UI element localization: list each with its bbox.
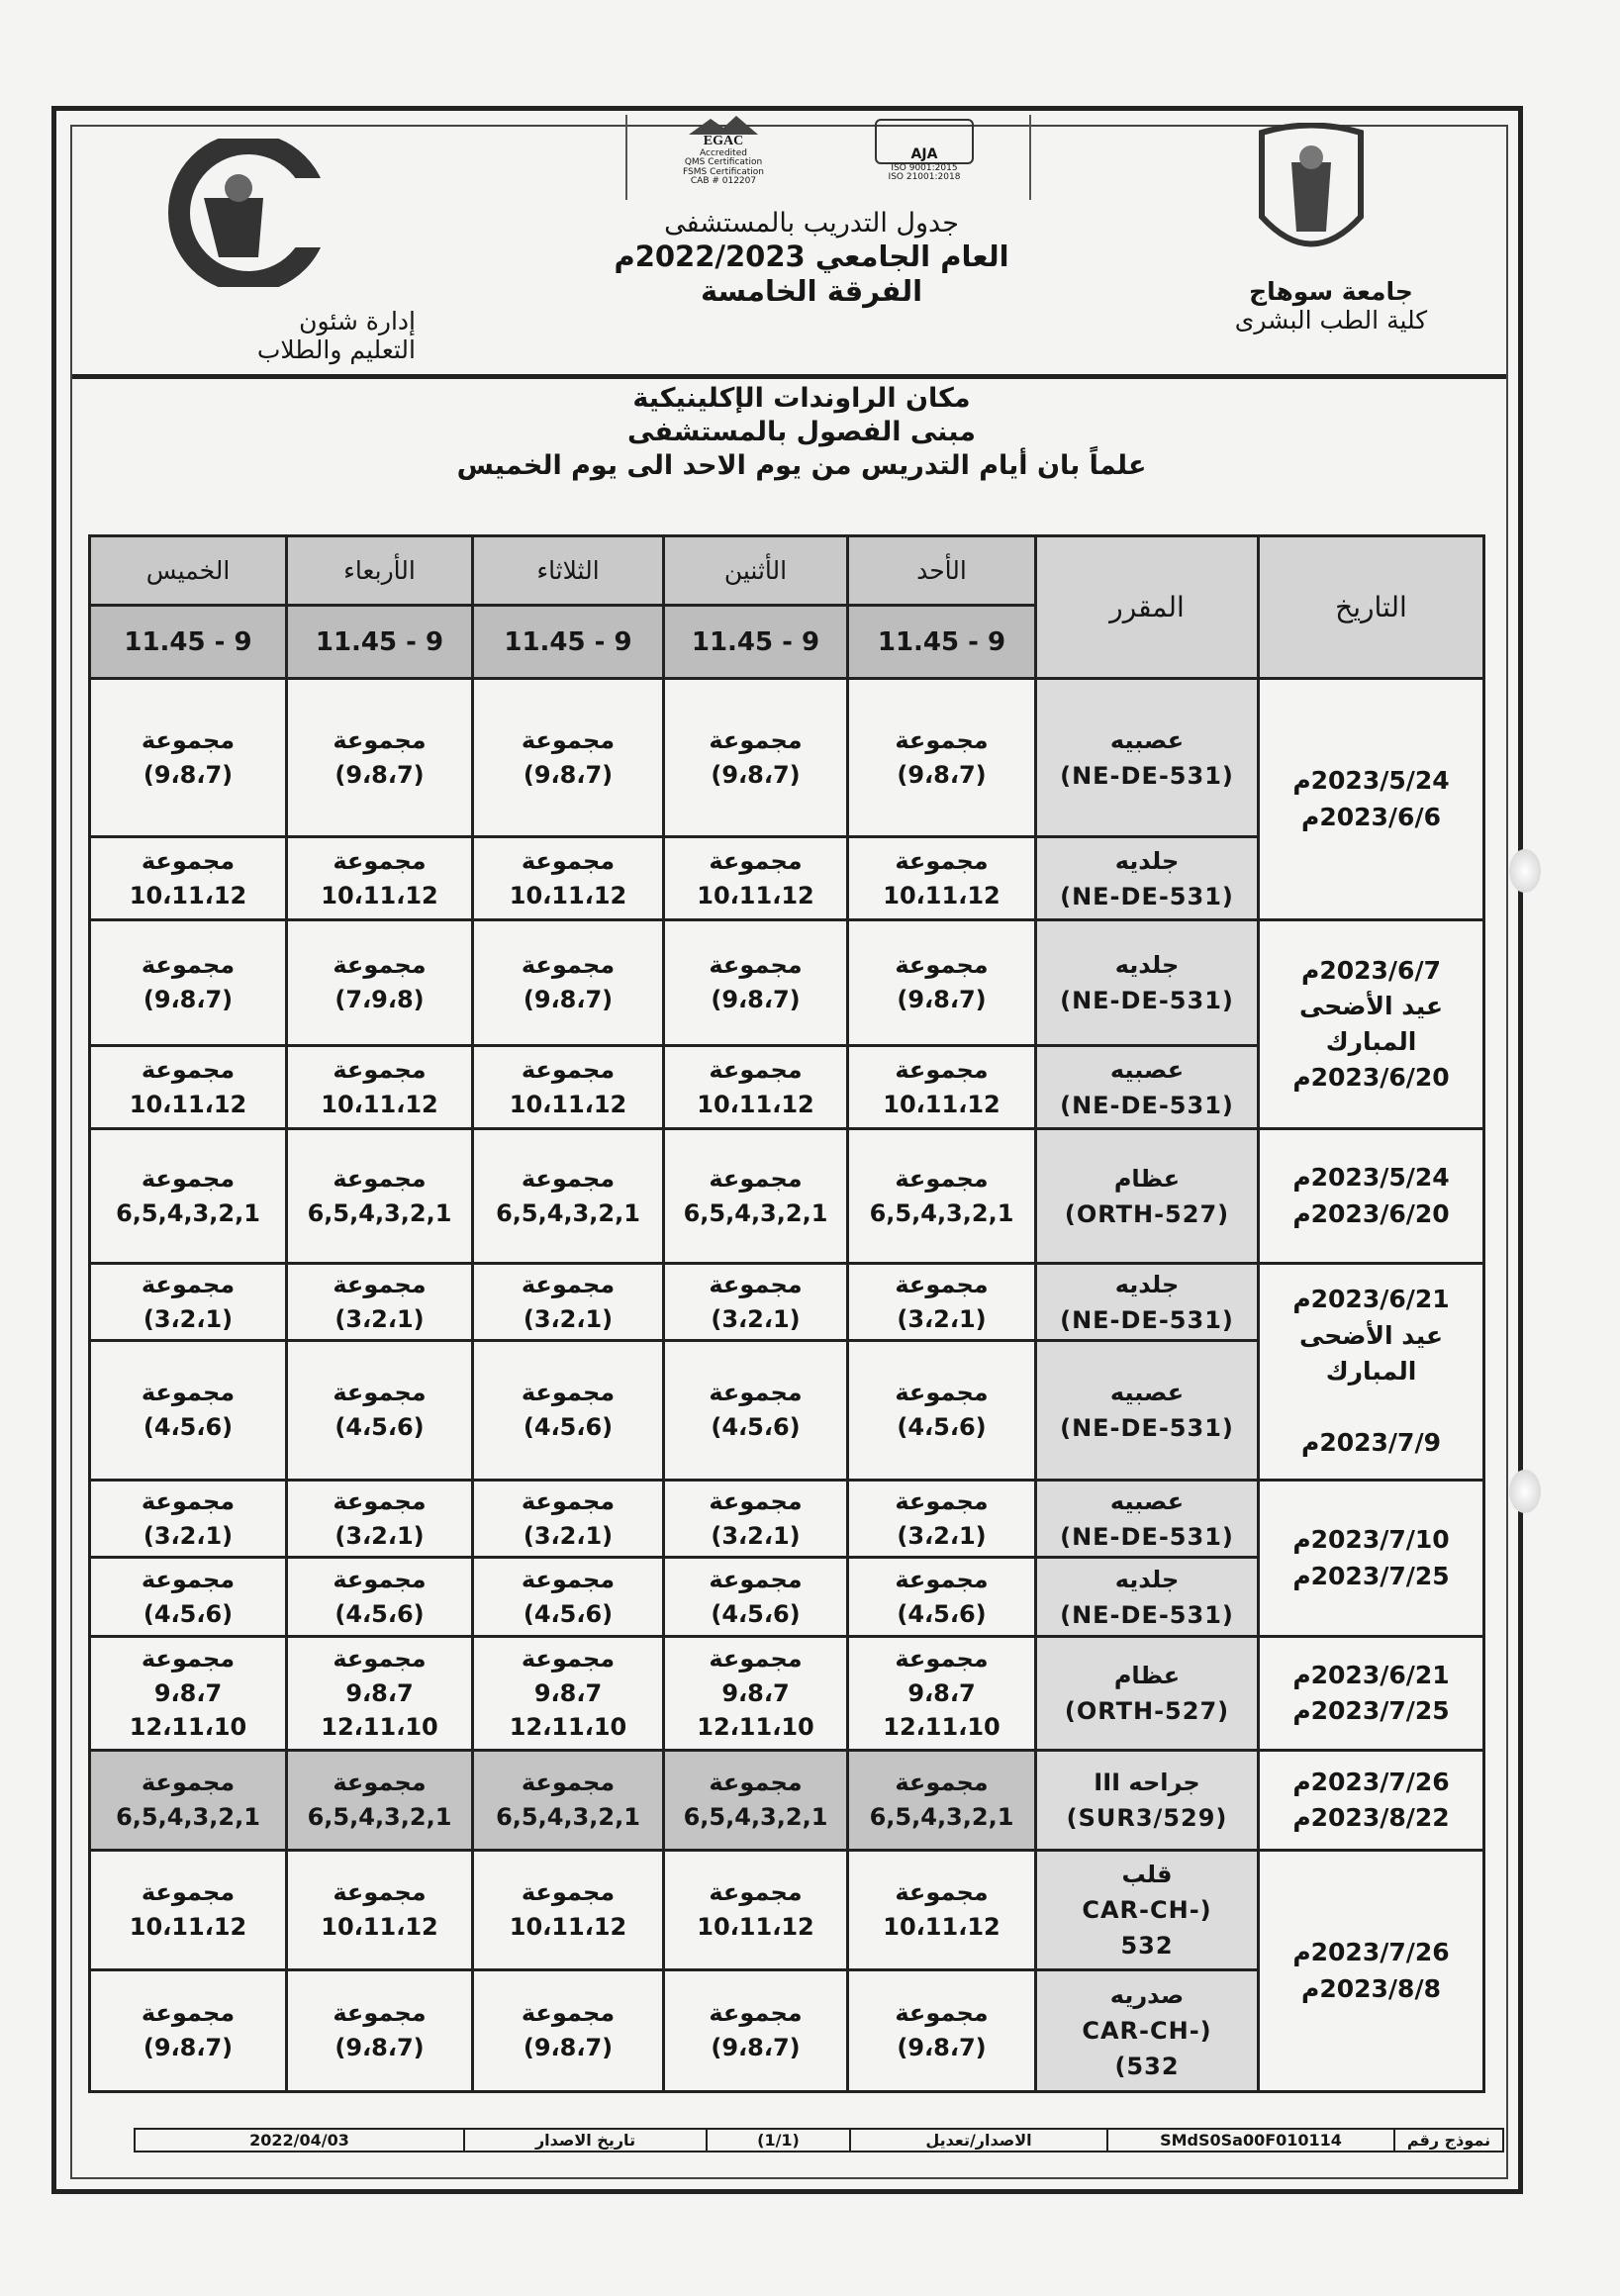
group-cell: مجموعة (4،5،6) [848, 1341, 1036, 1481]
group-cell: مجموعة 9،8،7 12،11،10 [90, 1637, 287, 1751]
title-line: جدول التدريب بالمستشفى [664, 208, 959, 239]
course-name: جلديه [1114, 846, 1180, 875]
group-cell: مجموعة (9،8،7) [473, 920, 664, 1046]
group-cell: مجموعة 6,5,4,3,2,1 [473, 1751, 664, 1851]
schedule-row [90, 1481, 1484, 1558]
day-header: الأربعاء [287, 536, 473, 606]
date-range-cell: 2023/7/26م 2023/8/22م [1259, 1751, 1484, 1851]
course-name: عصبيه [1109, 725, 1185, 754]
university-line: جامعة سوهاج [1249, 277, 1413, 306]
group-cell: مجموعة 10،11،12 [287, 837, 473, 920]
time-header [287, 606, 473, 679]
date-range-cell: 2023/5/24م 2023/6/6م [1259, 679, 1484, 920]
schedule-row [90, 679, 1484, 837]
time-text: 11.45 - 9 [691, 626, 820, 657]
group-cell: مجموعة (3،2،1) [287, 1264, 473, 1341]
group-cell: مجموعة (4،5،6) [90, 1558, 287, 1637]
training-schedule-table [88, 534, 1485, 2093]
date-range-cell: 2023/6/21م 2023/7/25م [1259, 1637, 1484, 1751]
schedule-row [90, 1264, 1484, 1341]
egac-accredited: Accredited [700, 147, 747, 158]
course-cell [1036, 920, 1259, 1046]
course-name: قلب [1121, 1861, 1173, 1888]
group-cell: مجموعة (4،5،6) [473, 1558, 664, 1637]
course-code: (SUR3/529) [1066, 1804, 1228, 1832]
subheader-line: علماً بان أيام التدريس من يوم الاحد الى يوم الخميس [456, 449, 1147, 481]
aja-logo [875, 115, 974, 183]
schedule-row [90, 1129, 1484, 1264]
accreditation-logos [625, 115, 1031, 200]
group-cell: مجموعة 6,5,4,3,2,1 [90, 1751, 287, 1851]
group-cell: مجموعة (9،8،7) [664, 679, 848, 837]
group-cell: مجموعة (9،8،7) [473, 1970, 664, 2092]
group-cell: مجموعة 10،11،12 [664, 1851, 848, 1970]
mountain-icon [689, 115, 758, 135]
group-cell: مجموعة (9،8،7) [664, 920, 848, 1046]
date-range-cell: 2023/6/21م عيد الأضحى المبارك 2023/7/9م [1259, 1264, 1484, 1481]
course-cell [1036, 1558, 1259, 1637]
time-header [848, 606, 1036, 679]
form-number-label: نموذج رقم [1393, 2130, 1502, 2151]
group-cell: مجموعة 10،11،12 [664, 837, 848, 920]
group-cell: مجموعة 6,5,4,3,2,1 [664, 1751, 848, 1851]
course-cell [1036, 1129, 1259, 1264]
group-cell: مجموعة 10،11،12 [664, 1046, 848, 1129]
group-cell: مجموعة 6,5,4,3,2,1 [473, 1129, 664, 1264]
course-cell [1036, 1851, 1259, 1970]
day-header: الأثنين [664, 536, 848, 606]
schedule-row [90, 1637, 1484, 1751]
egac-logo [683, 115, 764, 186]
group-cell: مجموعة 9،8،7 12،11،10 [664, 1637, 848, 1751]
time-header [473, 606, 664, 679]
course-header: المقرر [1036, 536, 1259, 679]
group-cell: مجموعة 10،11،12 [287, 1851, 473, 1970]
group-cell: مجموعة (9،8،7) [90, 920, 287, 1046]
group-cell: مجموعة (3،2،1) [664, 1481, 848, 1558]
dept-name [148, 307, 416, 364]
group-cell: مجموعة 9،8،7 12،11،10 [848, 1637, 1036, 1751]
time-header [90, 606, 287, 679]
schedule-row [90, 1751, 1484, 1851]
course-code: (NE-DE-531) [1060, 987, 1234, 1014]
header-divider [72, 374, 1506, 379]
aja-line: ISO 9001:2015 [891, 163, 958, 173]
subheader-line: مبنى الفصول بالمستشفى [627, 416, 976, 447]
group-cell: مجموعة (4،5،6) [287, 1558, 473, 1637]
group-cell: مجموعة (9،8،7) [90, 679, 287, 837]
course-name: عصبيه [1109, 1055, 1185, 1084]
course-name: جراحه III [1094, 1769, 1200, 1796]
group-cell: مجموعة 10،11،12 [473, 837, 664, 920]
dept-line: إدارة شئون [299, 307, 416, 335]
group-cell: مجموعة (4،5،6) [90, 1341, 287, 1481]
form-footer [134, 2128, 1504, 2152]
group-cell: مجموعة (4،5،6) [287, 1341, 473, 1481]
university-logo [1252, 123, 1371, 271]
group-cell: مجموعة (3،2،1) [90, 1264, 287, 1341]
group-cell: مجموعة 10،11،12 [90, 837, 287, 920]
group-cell: مجموعة (3،2،1) [848, 1264, 1036, 1341]
time-text: 11.45 - 9 [877, 626, 1006, 657]
dept-line: التعليم والطلاب [256, 335, 416, 364]
course-cell [1036, 1970, 1259, 2092]
group-cell: مجموعة 9،8،7 12،11،10 [473, 1637, 664, 1751]
egac-name: EGAC [703, 134, 744, 148]
days-header-row [90, 536, 1484, 606]
course-code: 532 [1120, 1932, 1174, 1960]
group-cell: مجموعة (4،5،6) [848, 1558, 1036, 1637]
course-code: (NE-DE-531) [1060, 882, 1234, 910]
punch-hole [1509, 849, 1541, 893]
group-cell: مجموعة 10،11،12 [90, 1046, 287, 1129]
academic-year: العام الجامعي 2022/2023م [614, 239, 1009, 274]
course-name: عظام [1113, 1164, 1181, 1193]
date-header: التاريخ [1259, 536, 1484, 679]
group-cell: مجموعة (3،2،1) [473, 1481, 664, 1558]
group-cell: مجموعة (9،8،7) [848, 679, 1036, 837]
group-cell: مجموعة 6,5,4,3,2,1 [90, 1129, 287, 1264]
group-cell: مجموعة (7،9،8) [287, 920, 473, 1046]
schedule-row [90, 920, 1484, 1046]
group-cell: مجموعة (9،8،7) [664, 1970, 848, 2092]
location-info [198, 382, 1405, 482]
course-code: CAR-CH-) [1082, 2017, 1212, 2045]
group-cell: مجموعة 10،11،12 [473, 1851, 664, 1970]
course-name: جلديه [1114, 951, 1180, 979]
course-name: جلديه [1114, 1270, 1180, 1298]
egac-line: CAB # 012207 [690, 176, 757, 186]
time-text: 11.45 - 9 [504, 626, 632, 657]
course-cell [1036, 679, 1259, 837]
group-cell: مجموعة 6,5,4,3,2,1 [848, 1129, 1036, 1264]
group-cell: مجموعة 6,5,4,3,2,1 [664, 1129, 848, 1264]
group-cell: مجموعة 10،11،12 [473, 1046, 664, 1129]
group-cell: مجموعة (3،2،1) [90, 1481, 287, 1558]
group-cell: مجموعة (9،8،7) [287, 679, 473, 837]
course-code: (NE-DE-531) [1060, 1091, 1234, 1119]
date-range-cell: 2023/5/24م 2023/6/20م [1259, 1129, 1484, 1264]
revision-value: (1/1) [706, 2130, 849, 2151]
course-code: (NE-DE-531) [1060, 1600, 1234, 1629]
issue-date: 2022/04/03 [249, 2131, 349, 2150]
punch-hole [1509, 1470, 1541, 1513]
group-cell: مجموعة 10،11،12 [848, 1851, 1036, 1970]
group-cell: مجموعة (3،2،1) [848, 1481, 1036, 1558]
course-code: CAR-CH-) [1082, 1896, 1212, 1924]
course-code: (532 [1114, 2053, 1180, 2080]
university-name [1188, 277, 1475, 335]
group-cell: مجموعة (4،5،6) [473, 1341, 664, 1481]
course-cell [1036, 837, 1259, 920]
class-year: الفرقة الخامسة [700, 274, 923, 309]
course-name: جلديه [1114, 1565, 1180, 1593]
date-range-cell: 2023/6/7م عيد الأضحى المبارك 2023/6/20م [1259, 920, 1484, 1129]
subheader-line: مكان الراوندات الإكلينيكية [632, 383, 971, 414]
group-cell: مجموعة (9،8،7) [287, 1970, 473, 2092]
course-cell [1036, 1637, 1259, 1751]
faculty-line: كلية الطب البشرى [1234, 306, 1428, 335]
time-header [664, 606, 848, 679]
group-cell: مجموعة (4،5،6) [664, 1558, 848, 1637]
course-code: (NE-DE-531) [1060, 1305, 1234, 1334]
course-name: عصبيه [1109, 1486, 1185, 1515]
course-code: (ORTH-527) [1064, 1199, 1230, 1228]
group-cell: مجموعة (3،2،1) [664, 1264, 848, 1341]
document-title [475, 208, 1148, 309]
group-cell: مجموعة 10،11،12 [848, 1046, 1036, 1129]
time-text: 11.45 - 9 [124, 626, 252, 657]
date-range-cell: 2023/7/26م 2023/8/8م [1259, 1851, 1484, 2092]
faculty-logo [125, 139, 372, 287]
group-cell: مجموعة (9،8،7) [90, 1970, 287, 2092]
group-cell: مجموعة 10،11،12 [848, 837, 1036, 920]
revision-label: الاصدار/تعديل [849, 2130, 1106, 2151]
group-cell: مجموعة (3،2،1) [287, 1481, 473, 1558]
group-cell: مجموعة (4،5،6) [664, 1341, 848, 1481]
course-cell [1036, 1046, 1259, 1129]
time-text: 11.45 - 9 [315, 626, 444, 657]
course-cell [1036, 1481, 1259, 1558]
group-cell: مجموعة (9،8،7) [848, 1970, 1036, 2092]
course-code: (NE-DE-531) [1060, 1522, 1234, 1551]
day-header: الأحد [848, 536, 1036, 606]
course-code: (NE-DE-531) [1060, 1414, 1234, 1442]
course-name: عظام [1113, 1662, 1181, 1689]
group-cell: مجموعة (9،8،7) [473, 679, 664, 837]
egac-line: QMS Certification [684, 157, 763, 168]
group-cell: مجموعة 6,5,4,3,2,1 [287, 1129, 473, 1264]
course-cell [1036, 1341, 1259, 1481]
date-range-cell: 2023/7/10م 2023/7/25م [1259, 1481, 1484, 1637]
day-header: الثلاثاء [473, 536, 664, 606]
group-cell: مجموعة 10،11،12 [90, 1851, 287, 1970]
group-cell: مجموعة (3،2،1) [473, 1264, 664, 1341]
aja-name: AJA [875, 119, 974, 164]
form-number: SMdS0Sa00F010114 [1106, 2130, 1393, 2151]
day-header: الخميس [90, 536, 287, 606]
course-code: (ORTH-527) [1064, 1697, 1230, 1725]
course-name: عصبيه [1109, 1379, 1185, 1406]
course-code: (NE-DE-531) [1060, 761, 1234, 790]
group-cell: مجموعة 10،11،12 [287, 1046, 473, 1129]
group-cell: مجموعة 6,5,4,3,2,1 [287, 1751, 473, 1851]
issue-date-label: تاريخ الاصدار [463, 2130, 706, 2151]
group-cell: مجموعة (9،8،7) [848, 920, 1036, 1046]
group-cell: مجموعة 9،8،7 12،11،10 [287, 1637, 473, 1751]
course-cell [1036, 1751, 1259, 1851]
aja-line: ISO 21001:2018 [888, 172, 961, 183]
course-name: صدريه [1109, 1981, 1185, 2009]
course-cell [1036, 1264, 1259, 1341]
egac-line: FSMS Certification [683, 166, 764, 177]
group-cell: مجموعة 6,5,4,3,2,1 [848, 1751, 1036, 1851]
schedule-row [90, 1851, 1484, 1970]
